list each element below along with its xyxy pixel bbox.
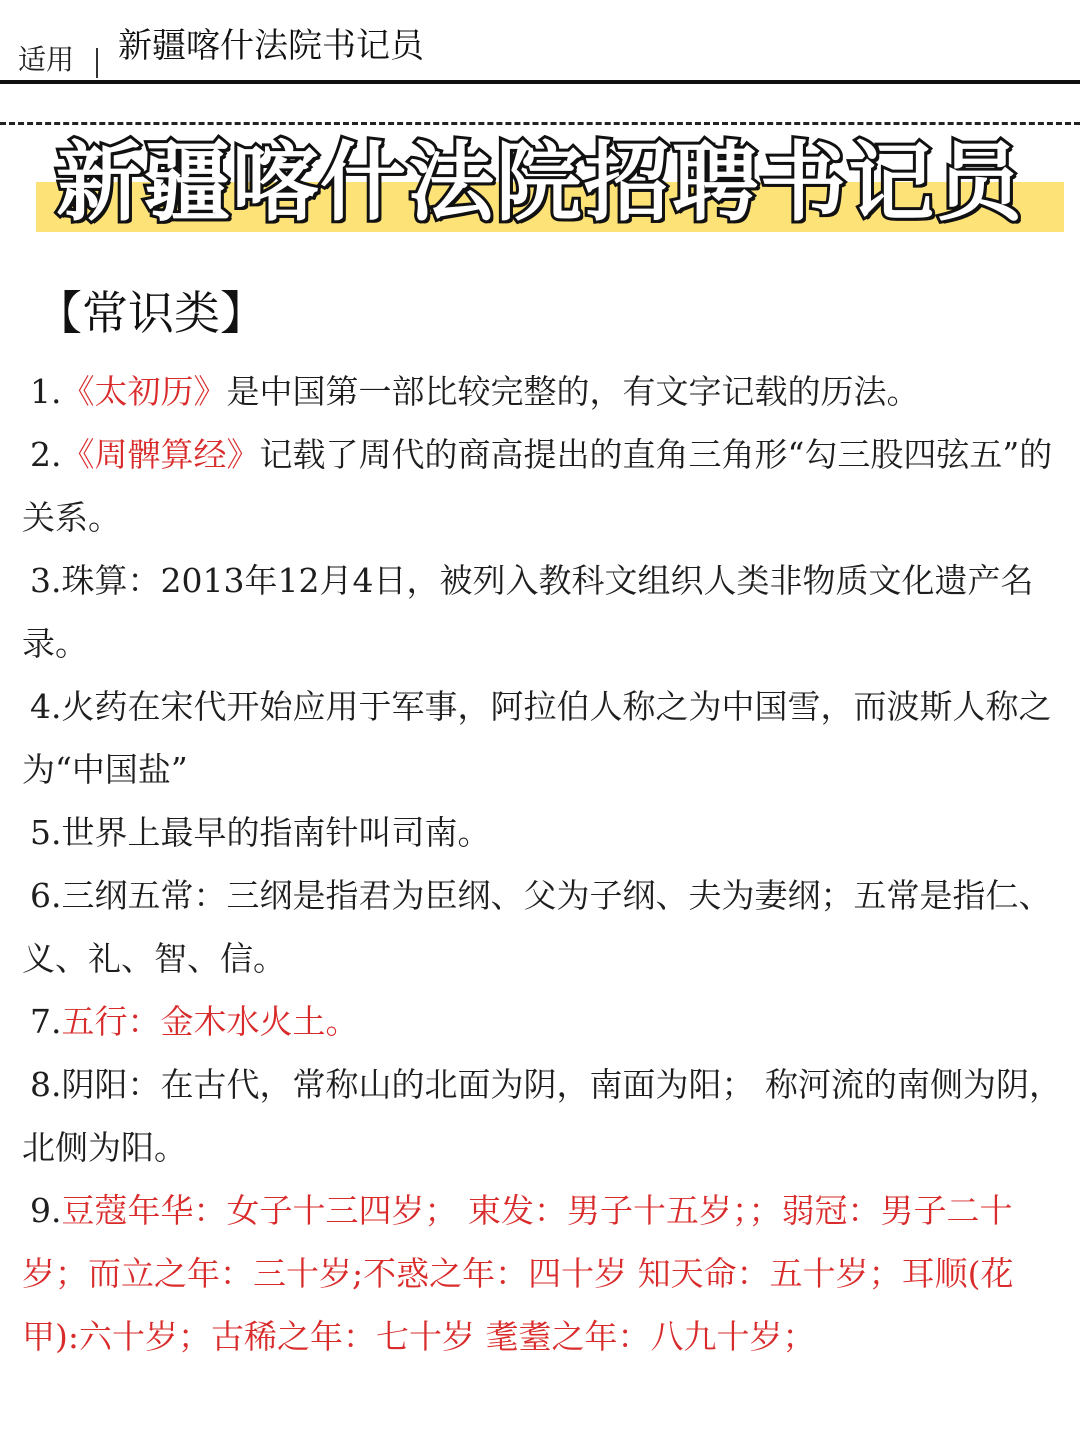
list-item-7 — [22, 990, 1062, 1053]
item-number: 3. — [30, 561, 62, 600]
page-title: 新疆喀什法院招聘书记员 — [56, 133, 1024, 233]
item-number: 7. — [30, 1002, 62, 1041]
list-item-3 — [22, 549, 1062, 675]
item-highlight: 《太初历》 — [61, 372, 227, 411]
item-number: 5. — [30, 813, 62, 852]
item-text: 三纲五常：三纲是指君为臣纲、父为子纲、夫为妻纲；五常是指仁、义、礼、智、信。 — [22, 876, 1052, 978]
list-item-9 — [22, 1179, 1062, 1368]
item-text: 五行：金木水火土。 — [61, 1002, 359, 1041]
header-rule — [0, 80, 1080, 84]
header-divider — [96, 48, 98, 78]
item-text: 珠算：2013年12月4日，被列入教科文组织人类非物质文化遗产名录。 — [22, 561, 1034, 663]
item-number: 2. — [30, 435, 62, 474]
item-number: 6. — [30, 876, 62, 915]
item-number: 8. — [30, 1065, 62, 1104]
list-item-2 — [22, 423, 1062, 549]
item-text: 世界上最早的指南针叫司南。 — [61, 813, 491, 852]
list-item-1 — [22, 360, 1062, 423]
item-text: 是中国第一部比较完整的，有文字记载的历法。 — [226, 372, 920, 411]
header-subject: 新疆喀什法院书记员 — [118, 26, 424, 66]
item-highlight: 《周髀算经》 — [61, 435, 260, 474]
title-banner — [0, 128, 1080, 240]
item-text: 记载了周代的商高提出的直角三角形“勾三股四弦五”的关系。 — [22, 435, 1053, 537]
item-number: 4. — [30, 687, 62, 726]
list-item-5 — [22, 801, 1062, 864]
item-text: 火药在宋代开始应用于军事，阿拉伯人称之为中国雪，而波斯人称之为“中国盐” — [22, 687, 1052, 789]
item-text: 阴阳：在古代，常称山的北面为阴，南面为阳； 称河流的南侧为阴，北侧为阳。 — [22, 1065, 1062, 1167]
dashed-divider — [0, 122, 1080, 125]
item-number: 9. — [30, 1191, 62, 1230]
list-item-8 — [22, 1053, 1062, 1179]
header — [0, 0, 1080, 84]
item-text: 豆蔻年华：女子十三四岁； 束发：男子十五岁；；弱冠：男子二十岁；而立之年：三十岁;不惑之年：四十岁 知天命：五十岁；耳顺(花甲):六十岁；古稀之年：七十岁 耄耋之年：八九十岁； — [22, 1191, 1014, 1356]
section-title: 【常识类】 — [36, 286, 266, 340]
header-label: 适用 — [18, 43, 75, 76]
list-item-4 — [22, 675, 1062, 801]
list-item-6 — [22, 864, 1062, 990]
item-number: 1. — [30, 372, 62, 411]
